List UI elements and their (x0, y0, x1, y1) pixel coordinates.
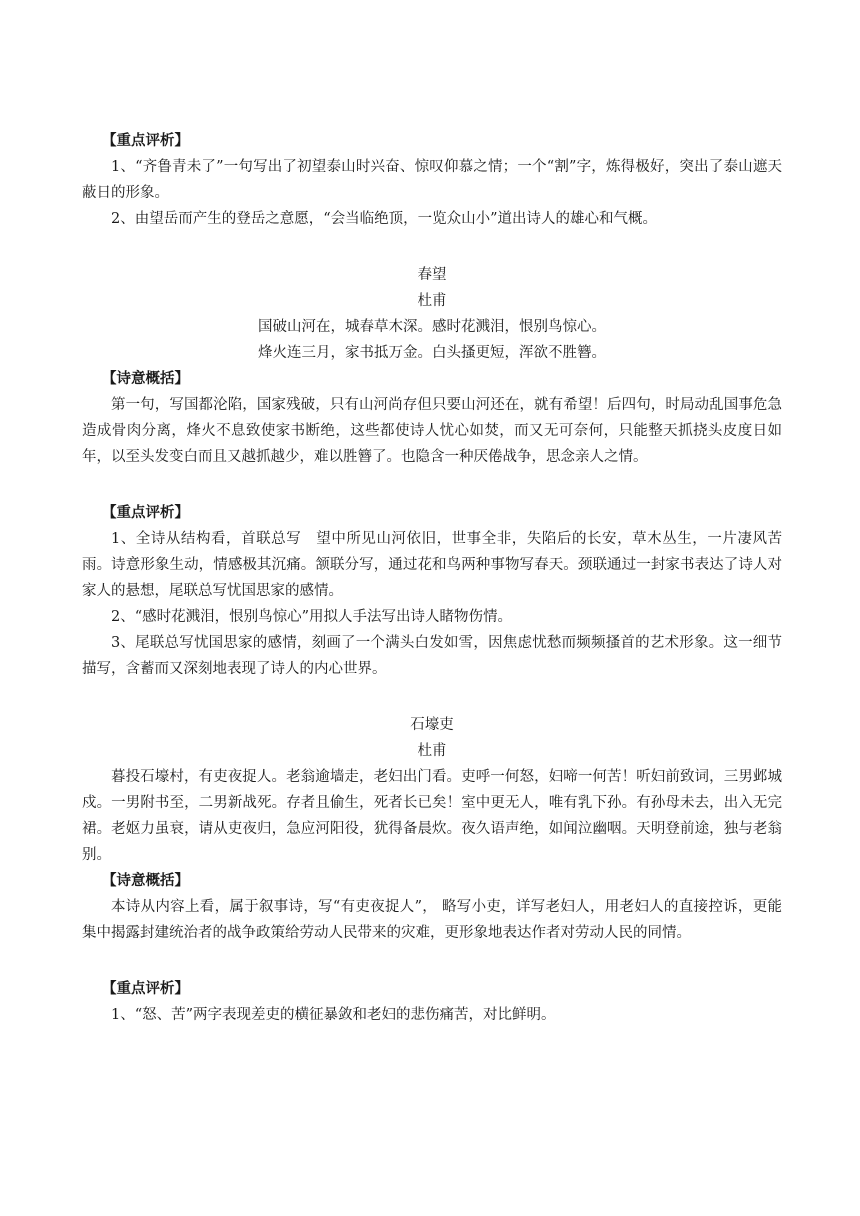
poem-author: 杜甫 (417, 743, 447, 759)
paragraph: 第一句，写国都沦陷，国家残破，只有山河尚存但只要山河还在，就有希望！后四句，时局动乱国事危急造成骨肉分离，烽火不息致使家书断绝，这些都使诗人忧心如焚，而又无可奈何，只能整天抓挠头皮度日如年，以至头发变白而且又越抓越少，难以胜簪了。也隐含一种厌倦战争，思念亲人之情。 (82, 397, 782, 465)
paragraph: 3、尾联总写忧国思家的感情，刻画了一个满头白发如雪，因焦虑忧愁而频频搔首的艺术形象。这一细节描写，含蓄而又深刻地表现了诗人的内心世界。 (82, 635, 782, 677)
poem-text: 暮投石壕村，有吏夜捉人。老翁逾墙走，老妇出门看。吏呼一何怒，妇啼一何苦！听妇前致词，三男邺城戍。一男附书至，二男新战死。存者且偷生，死者长已矣！室中更无人，唯有乳下孙。有孙母未去，出入无完裙。老妪力虽衰，请从吏夜归，急应河阳役，犹得备晨炊。夜久语声绝，如闻泣幽咽。天明登前途，独与老翁别。 (82, 769, 782, 863)
poem-author: 杜甫 (417, 293, 447, 309)
paragraph: 2、“感时花溅泪，恨别鸟惊心”用拟人手法写出诗人睹物伤情。 (111, 609, 513, 625)
poem-line: 烽火连三月，家书抵万金。白头搔更短，浑欲不胜簪。 (258, 345, 606, 361)
poem-line: 国破山河在，城春草木深。感时花溅泪，恨别鸟惊心。 (258, 319, 606, 335)
paragraph: 1、“怒、苦”两字表现差吏的横征暴敛和老妇的悲伤痛苦，对比鲜明。 (111, 1007, 556, 1023)
section-heading: 【诗意概括】 (102, 873, 189, 889)
poem-title: 春望 (417, 267, 447, 283)
paragraph: 2、由望岳而产生的登岳之意愿，“会当临绝顶，一览众山小”道出诗人的雄心和气概。 (111, 211, 658, 227)
paragraph: 1、“齐鲁青未了”一句写出了初望泰山时兴奋、惊叹仰慕之情；一个“割”字，炼得极好，突出了泰山遮天蔽日的形象。 (82, 159, 782, 201)
section-heading: 【重点评析】 (102, 133, 189, 149)
paragraph: 本诗从内容上看，属于叙事诗，写“有吏夜捉人”， 略写小吏，详写老妇人，用老妇人的直接控诉，更能集中揭露封建统治者的战争政策给劳动人民带来的灾难，更形象地表达作者对劳动人民的同情。 (82, 899, 782, 941)
poem-title: 石壕吏 (410, 717, 454, 733)
section-heading: 【诗意概括】 (102, 371, 189, 387)
document-page (82, 128, 782, 1028)
section-heading: 【重点评析】 (102, 505, 189, 521)
paragraph: 1、全诗从结构看，首联总写 望中所见山河依旧，世事全非，失陷后的长安，草木丛生，一片凄风苦雨。诗意形象生动，情感极其沉痛。颔联分写，通过花和鸟两种事物写春天。颈联通过一封家书表达了诗人对家人的悬想，尾联总写忧国思家的感情。 (82, 531, 782, 599)
section-heading: 【重点评析】 (102, 981, 189, 997)
